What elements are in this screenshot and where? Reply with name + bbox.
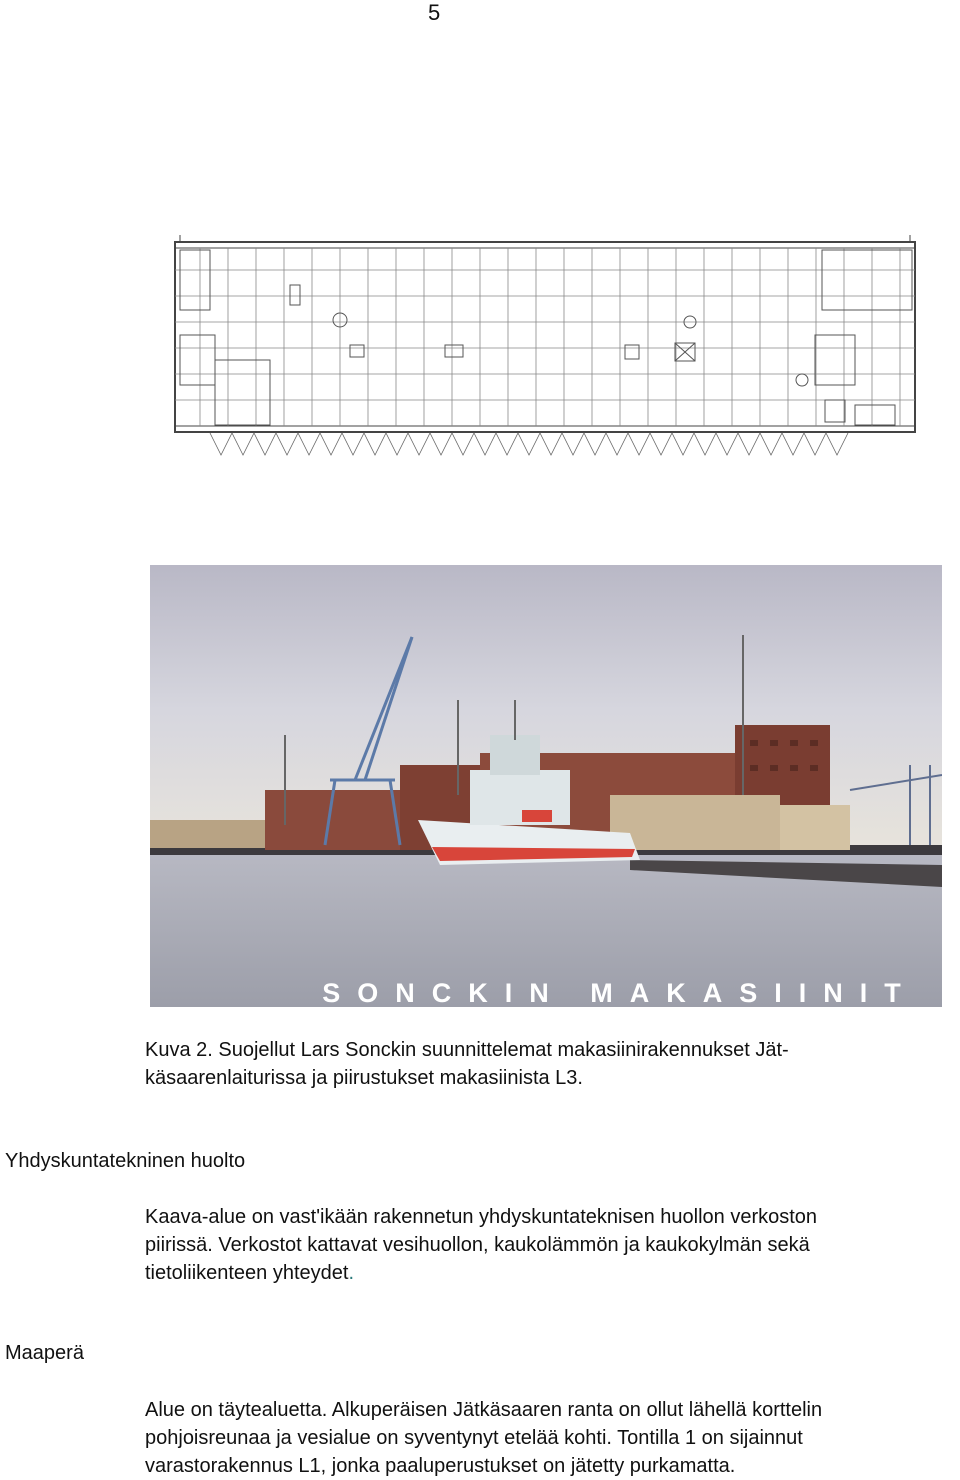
section-body-soil bbox=[145, 1396, 960, 1480]
body-line: Kaava-alue on vast'ikään rakennetun yhdyskuntateknisen huollon verkoston bbox=[145, 1206, 818, 1228]
body-line: pohjoisreunaa ja vesialue on syventynyt etelää kohti. Tontilla 1 on sijainnut bbox=[145, 1427, 803, 1449]
caption-line-1: Kuva 2. Suojellut Lars Sonckin suunnittelemat makasiinirakennukset Jät- bbox=[145, 1039, 789, 1061]
page-number: 5 bbox=[428, 0, 441, 25]
section-body-infrastructure bbox=[145, 1203, 960, 1287]
floor-plan-drawing bbox=[170, 165, 920, 465]
body-line: varastorakennus L1, jonka paaluperustukset on jätetty purkamatta. bbox=[145, 1455, 736, 1477]
end-mark: . bbox=[348, 1262, 355, 1284]
caption-line-2: käsaarenlaiturissa ja piirustukset makasiinista L3. bbox=[145, 1067, 583, 1089]
body-line: Alue on täytealuetta. Alkuperäisen Jätkäsaaren ranta on ollut lähellä korttelin bbox=[145, 1399, 823, 1421]
figure-caption bbox=[145, 1036, 960, 1092]
photo-overlay-title: SONCKIN MAKASIINIT bbox=[322, 978, 918, 1007]
harbour-photo bbox=[150, 565, 942, 1007]
section-heading-infrastructure: Yhdyskuntatekninen huolto bbox=[5, 1150, 246, 1172]
section-heading-soil: Maaperä bbox=[5, 1342, 84, 1364]
body-line: piirissä. Verkostot kattavat vesihuollon, kaukolämmön ja kaukokylmän sekä bbox=[145, 1234, 810, 1256]
body-line: tietoliikenteen yhteydet bbox=[145, 1262, 349, 1284]
